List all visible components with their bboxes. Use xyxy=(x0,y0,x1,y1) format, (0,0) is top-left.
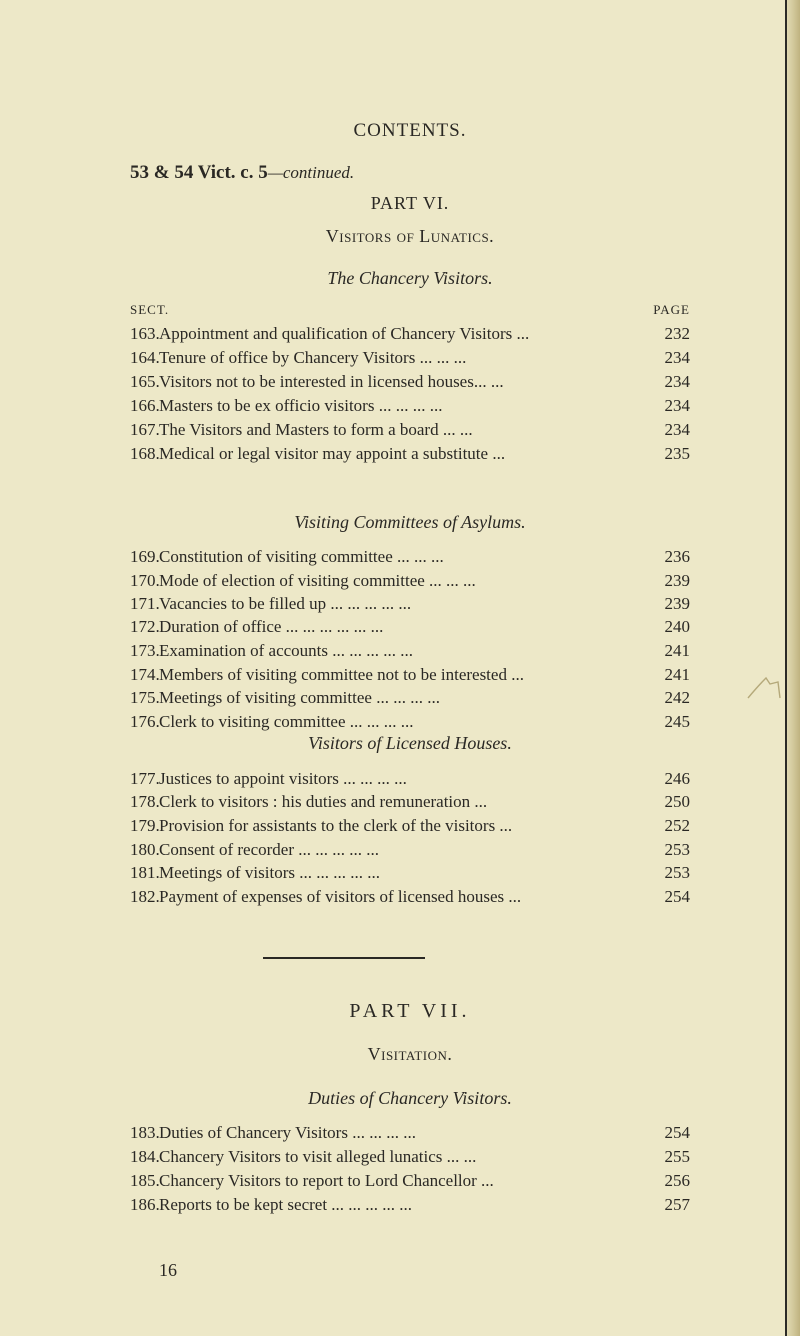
column-heads xyxy=(130,302,690,318)
section-number: 172. xyxy=(130,617,160,636)
page-number: 253 xyxy=(664,863,690,882)
toc-entry xyxy=(130,1122,690,1144)
page-number: 240 xyxy=(664,617,690,636)
entry-title: Reports to be kept secret ... ... ... ... ... xyxy=(159,1195,413,1214)
page-edge xyxy=(786,0,800,1336)
section-number: 181. xyxy=(130,863,160,882)
page-number: 234 xyxy=(664,396,690,415)
section-number: 170. xyxy=(130,571,160,590)
entry-title: Duties of Chancery Visitors ... ... ... ... xyxy=(159,1123,416,1142)
entry-title: Consent of recorder ... ... ... ... ... xyxy=(159,840,380,859)
contents-page xyxy=(130,0,690,1336)
section-number: 171. xyxy=(130,594,160,613)
section-number: 165. xyxy=(130,372,160,391)
toc-entry xyxy=(130,395,690,417)
margin-pencil-mark xyxy=(744,668,784,708)
entry-title: Visitors not to be interested in licensed houses... ... xyxy=(159,372,504,391)
entry-title: Duration of office ... ... ... ... ... ... xyxy=(159,617,384,636)
page-number: 254 xyxy=(664,1123,690,1142)
toc-entry xyxy=(130,815,690,837)
toc-entry xyxy=(130,419,690,441)
page-number: 246 xyxy=(664,769,690,788)
page-number: 256 xyxy=(664,1171,690,1190)
entry-title: Clerk to visitors : his duties and remuneration ... xyxy=(159,792,488,811)
section-heading: Visiting Committees of Asylums. xyxy=(294,512,526,532)
toc-entry xyxy=(130,839,690,861)
entry-title: Tenure of office by Chancery Visitors ... ... ... xyxy=(159,348,467,367)
entry-title: Justices to appoint visitors ... ... ... ... xyxy=(159,769,407,788)
toc-entry xyxy=(130,711,690,733)
page-number: 236 xyxy=(664,547,690,566)
part-vi-title: PART VI. xyxy=(370,193,450,213)
section-number: 166. xyxy=(130,396,160,415)
entry-title: Medical or legal visitor may appoint a substitute ... xyxy=(159,444,506,463)
page-number: 241 xyxy=(664,641,690,660)
page-number: 253 xyxy=(664,840,690,859)
section-number: 169. xyxy=(130,547,160,566)
page-number: 239 xyxy=(664,594,690,613)
entry-title: Appointment and qualification of Chancery Visitors ... xyxy=(159,324,530,343)
toc-entry xyxy=(130,886,690,908)
page-folio: 16 xyxy=(159,1260,177,1280)
page-number: 234 xyxy=(664,348,690,367)
page-header: CONTENTS. xyxy=(353,120,467,141)
section-number: 184. xyxy=(130,1147,160,1166)
page-number: 255 xyxy=(664,1147,690,1166)
entry-title: Masters to be ex officio visitors ... ... ... ... xyxy=(159,396,443,415)
page-column-head: PAGE xyxy=(653,302,690,317)
section-number: 180. xyxy=(130,840,160,859)
entry-title: Chancery Visitors to visit alleged lunatics ... ... xyxy=(159,1147,477,1166)
binding-edge xyxy=(785,0,787,1336)
section-number: 173. xyxy=(130,641,160,660)
toc-entry xyxy=(130,323,690,345)
section-number: 167. xyxy=(130,420,160,439)
toc-entry xyxy=(130,593,690,615)
section-number: 186. xyxy=(130,1195,160,1214)
part-vii-subtitle: Visitation. xyxy=(367,1044,453,1064)
section-heading: The Chancery Visitors. xyxy=(327,268,493,288)
section-heading: Duties of Chancery Visitors. xyxy=(308,1088,512,1108)
toc-entry xyxy=(130,1194,690,1216)
toc-entry xyxy=(130,616,690,638)
entry-title: Examination of accounts ... ... ... ... ... xyxy=(159,641,414,660)
section-number: 164. xyxy=(130,348,160,367)
section-number: 185. xyxy=(130,1171,160,1190)
section-number: 174. xyxy=(130,665,160,684)
toc-entry xyxy=(130,347,690,369)
entry-title: Clerk to visiting committee ... ... ... ... xyxy=(159,712,414,731)
entry-title: Members of visiting committee not to be interested ... xyxy=(159,665,524,684)
part-vii-title: PART VII. xyxy=(349,1000,471,1022)
page-number: 242 xyxy=(664,688,690,707)
entry-title: Meetings of visitors ... ... ... ... ... xyxy=(159,863,380,882)
toc-entry xyxy=(130,1146,690,1168)
entry-title: Provision for assistants to the clerk of the visitors ... xyxy=(159,816,513,835)
section-number: 175. xyxy=(130,688,160,707)
page-number: 234 xyxy=(664,372,690,391)
toc-entry xyxy=(130,687,690,709)
toc-entry xyxy=(130,862,690,884)
entry-title: Chancery Visitors to report to Lord Chancellor ... xyxy=(159,1171,494,1190)
entry-title: Payment of expenses of visitors of licensed houses ... xyxy=(159,887,522,906)
page-number: 254 xyxy=(664,887,690,906)
toc-entry xyxy=(130,1170,690,1192)
section-heading: Visitors of Licensed Houses. xyxy=(308,733,512,753)
toc-entry xyxy=(130,768,690,790)
toc-entry xyxy=(130,640,690,662)
act-reference: 53 & 54 Vict. c. 5 xyxy=(130,162,268,183)
page-number: 257 xyxy=(664,1195,690,1214)
section-number: 179. xyxy=(130,816,160,835)
divider-rule xyxy=(263,957,425,959)
toc-entry xyxy=(130,371,690,393)
page-number: 250 xyxy=(664,792,690,811)
section-number: 182. xyxy=(130,887,160,906)
toc-entry xyxy=(130,546,690,568)
section-number: 176. xyxy=(130,712,160,731)
entry-title: Meetings of visiting committee ... ... ... ... xyxy=(159,688,440,707)
section-number: 183. xyxy=(130,1123,160,1142)
sect-column-head: SECT. xyxy=(130,302,170,317)
section-number: 168. xyxy=(130,444,160,463)
page-number: 232 xyxy=(664,324,690,343)
section-number: 178. xyxy=(130,792,160,811)
entry-title: Vacancies to be filled up ... ... ... ... ... xyxy=(159,594,412,613)
page-number: 239 xyxy=(664,571,690,590)
act-continued: —continued. xyxy=(267,163,355,182)
toc-entry xyxy=(130,664,690,686)
page-number: 235 xyxy=(664,444,690,463)
page-number: 241 xyxy=(664,665,690,684)
entry-title: Constitution of visiting committee ... ... ... xyxy=(159,547,444,566)
section-number: 163. xyxy=(130,324,160,343)
page-number: 245 xyxy=(664,712,690,731)
act-title xyxy=(130,162,354,184)
toc-entry xyxy=(130,443,690,465)
part-vi-subtitle: Visitors of Lunatics. xyxy=(325,226,495,246)
page-number: 234 xyxy=(664,420,690,439)
entry-title: The Visitors and Masters to form a board ... ... xyxy=(159,420,473,439)
toc-entry xyxy=(130,570,690,592)
page-number: 252 xyxy=(664,816,690,835)
entry-title: Mode of election of visiting committee ... ... ... xyxy=(159,571,476,590)
section-number: 177. xyxy=(130,769,160,788)
toc-entry xyxy=(130,791,690,813)
